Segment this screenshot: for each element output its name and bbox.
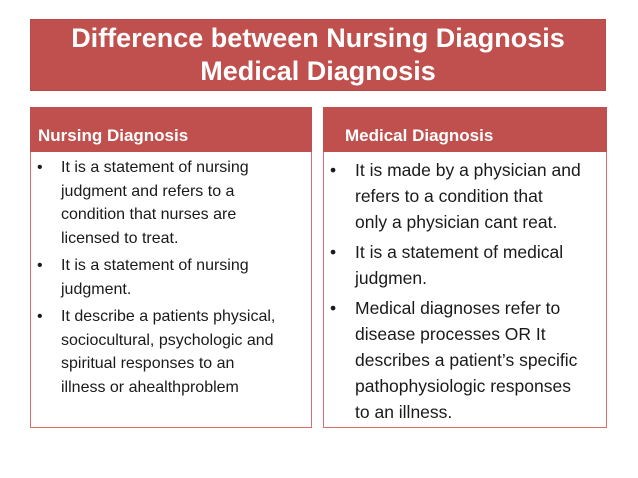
list-item-line: Medical diagnoses refer to [355, 298, 561, 318]
list-item-line: judgmen. [355, 268, 427, 288]
bullet-dot-icon: • [330, 298, 337, 318]
title-banner [30, 19, 606, 91]
bullet-dot-icon: • [37, 257, 43, 274]
bullet-dot-icon: • [330, 160, 337, 180]
list-item [35, 254, 307, 301]
list-item-line: pathophysiologic responses [355, 376, 571, 396]
list-item-line: It is a statement of medical [355, 242, 564, 262]
medical-diagnosis-panel [323, 152, 607, 428]
list-item-line: only a physician cant reat. [355, 212, 558, 232]
list-item-line: spiritual responses to an [61, 355, 235, 372]
nursing-diagnosis-header: Nursing Diagnosis [30, 107, 312, 152]
list-item [328, 295, 602, 425]
list-item-line: judgment and refers to a [61, 182, 235, 200]
list-item-line: It is made by a physician and [355, 160, 581, 180]
medical-diagnosis-list [328, 157, 602, 425]
list-item-line: disease processes OR It [355, 324, 546, 344]
list-item [35, 156, 307, 250]
list-item-line: It is a statement of nursing [61, 159, 249, 176]
list-item [328, 239, 602, 291]
list-item-line: It describe a patients physical, [61, 308, 276, 325]
slide-title-line-1: Difference between Nursing Diagnosis [71, 23, 565, 53]
list-item-line: sociocultural, psychologic and [61, 331, 274, 349]
list-item-line: licensed to treat. [61, 229, 179, 247]
list-item-line: to an illness. [355, 402, 453, 422]
list-item [328, 157, 602, 235]
list-item [35, 305, 307, 399]
list-item-line: judgment. [61, 280, 132, 298]
bullet-dot-icon: • [37, 308, 43, 325]
list-item-line: condition that nurses are [61, 206, 237, 223]
list-item-line: It is a statement of nursing [61, 257, 249, 274]
nursing-diagnosis-list [35, 156, 307, 399]
nursing-diagnosis-panel [30, 152, 312, 428]
medical-diagnosis-header: Medical Diagnosis [323, 107, 607, 152]
list-item-line: refers to a condition that [355, 186, 543, 206]
list-item-line: illness or ahealthproblem [61, 378, 239, 396]
bullet-dot-icon: • [37, 159, 43, 176]
bullet-dot-icon: • [330, 242, 337, 262]
slide-title-line-2: Medical Diagnosis [200, 56, 436, 86]
list-item-line: describes a patient’s specific [355, 350, 578, 370]
